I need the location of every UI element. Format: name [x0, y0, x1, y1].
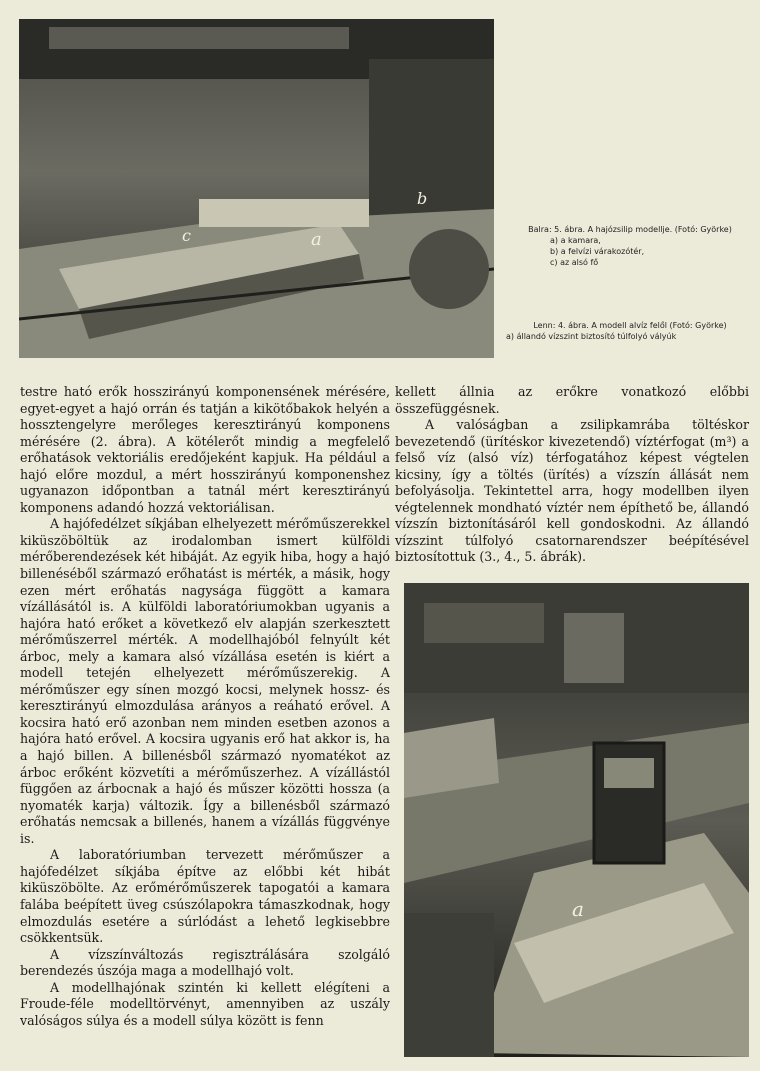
figure-4-caption — [506, 320, 754, 342]
photo-label-c: c — [182, 226, 191, 245]
paragraph: A laboratóriumban tervezett mérőműszer a hajófedélzet síkjába építve az előbbi két hibát kiküszöbölte. Az erőmérőműszerek tapogatói a kamara falába beépített üveg csúszólapokra támaszkodnak, hogy elmozdulás esetére a súrlódást a lehető legkisebbre csökkentsük. — [20, 847, 390, 946]
paragraph: kellett állnia az erőkre vonatkozó előbbi összefüggésnek. — [395, 384, 749, 416]
paragraph: A modellhajónak szintén ki kellett elégíteni a Froude-féle modelltörvényt, amennyiben az uszály valóságos súlya és a modell súlya között is fenn — [20, 979, 390, 1028]
article-column-right — [395, 384, 749, 566]
photo-label-a: a — [311, 229, 322, 250]
caption-lead: Balra: 5. ábra. A hajózsilip modellje. (Fotó: Györke) — [528, 225, 732, 234]
figure-5-photo — [19, 19, 494, 358]
paragraph: A hajófedélzet síkjában elhelyezett mérőműszerekkel kiküszöböltük az irodalomban ismert külföldi mérőberendezések két hibáját. Az egyik hiba, hogy a hajó billenéséből származó erőhatást is mérték, a másik, hogy ezen mért erőhatás nagysága függött a kamara vízállásától is. A külföldi laboratóriumokban ugyanis a hajóra ható erőket a következő elv alapján szerkesztett mérőműszerrel mérték. A modellhajóból felnyúlt két árboc, mely a kamara alsó vízállása esetén is kiért a modell tetején elhelyezett mérőműszerekig. A mérőműszer egy sínen mozgó kocsi, melynek hossz- és keresztirányú elmozdulása arányos a reáható erővel. A kocsira ható erő azonban nem minden esetben azonos a hajóra ható erővel. A kocsira ugyanis erő hat akkor is, ha a hajó billen. A billenésből származó nyomatékot az árboc erőként közvetíti a mérőműszerhez. A vízállástól függően az árbocnak a hajó és műszer közötti hossza (a nyomaték karja) változik. Így a billenésből származó erőhatás nemcsak a billenés, hanem a vízállás függvénye is. — [20, 516, 390, 846]
paragraph: A vízszínváltozás regisztrálására szolgáló berendezés úszója maga a modellhajó volt. — [20, 946, 390, 979]
photo-label-a: a — [572, 897, 584, 921]
photo-label-b: b — [417, 189, 428, 208]
model-downstream-photo — [404, 583, 749, 1057]
caption-item: c) az alsó fő — [550, 258, 599, 267]
figure-5-caption — [506, 224, 754, 268]
caption-item: a) a kamara, — [550, 236, 601, 245]
figure-4-photo — [404, 583, 749, 1057]
paragraph: testre ható erők hosszirányú komponensének mérésére, egyet-egyet a hajó orrán és tatján a kikötőbakok helyén a hossztengelyre merőleges keresztirányú komponens mérésére (2. ábra). A kötélerőt mindig a megfelelő erőhatások vektoriális eredőjeként kapjuk. Ha például a hajó előre mozdul, a mért hosszirányú komponenshez ugyanazon időpontban a tatnál mért keresztirányú komponens adandó hozzá vektoriálisan. — [20, 384, 390, 515]
article-column-left — [20, 384, 390, 1029]
caption-item: b) a felvízi várakozótér, — [550, 247, 645, 256]
paragraph: A valóságban a zsilipkamrába töltéskor bevezetendő (ürítéskor kivezetendő) víztérfogat (m³) a felső víz (alsó víz) térfogatához képest végtelen kicsiny, így a töltés (ürítés) a vízszín állását nem befolyásolja. Tekintettel arra, hogy modellben ilyen végtelennek mondható víztér nem építhető be, állandó vízszín biztonításáról kell gondoskodni. Az állandó vízszint túlfolyó csatornarendszer beépítésével biztosítottuk (3., 4., 5. ábrák). — [395, 417, 749, 565]
caption-item: a) állandó vízszint biztosító túlfolyó vályúk — [506, 332, 677, 341]
caption-lead: Lenn: 4. ábra. A modell alvíz felől (Fotó: Györke) — [533, 321, 727, 330]
lock-model-photo — [19, 19, 494, 358]
